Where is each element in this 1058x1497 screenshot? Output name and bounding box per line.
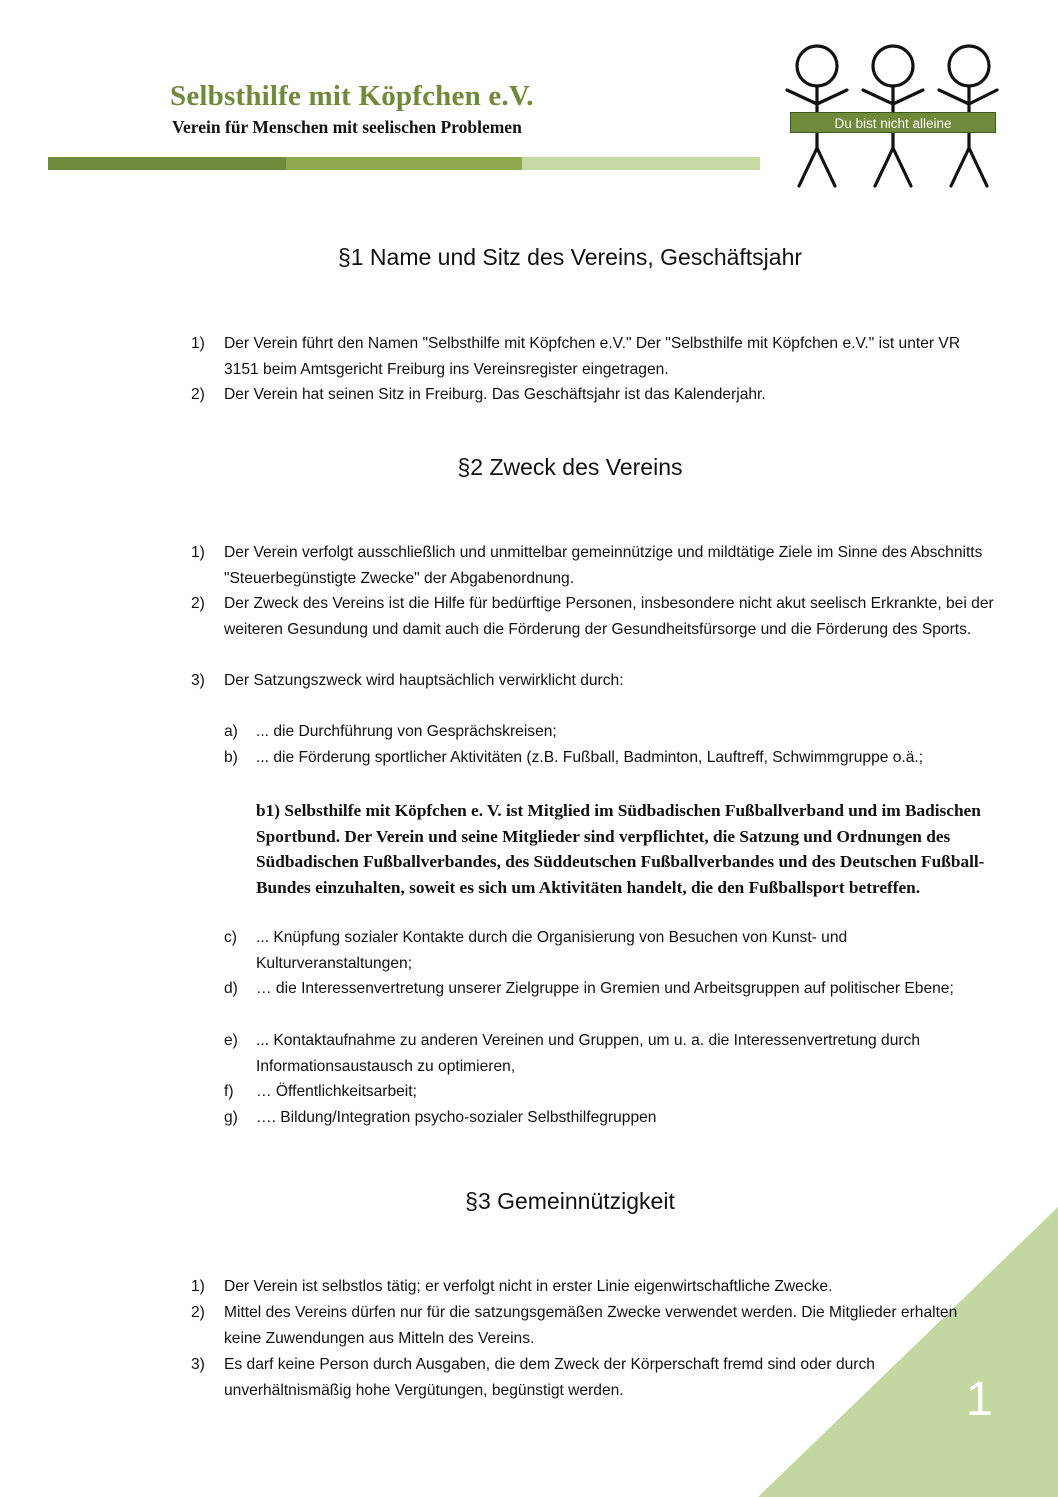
- sub-list-item-letter: e): [224, 1032, 238, 1049]
- list-item-text: Mittel des Vereins dürfen nur für die satzungsgemäßen Zwecke verwendet werden. Die Mitglieder erhalten keine Zuwendungen aus Mitteln des Vereins.: [224, 1304, 958, 1347]
- list-item-number: 3): [191, 1356, 205, 1373]
- list-item-text: Es darf keine Person durch Ausgaben, die dem Zweck der Körperschaft fremd sind oder durch unverhältnismäßig hohe Vergütungen, begünstigt werden.: [224, 1356, 875, 1399]
- list-item-text: Der Zweck des Vereins ist die Hilfe für bedürftige Personen, insbesondere nicht akut seelisch Erkrankte, bei der weiteren Gesundung und damit auch die Förderung der Gesundheitsfürsorge und die Förderung des Sports.: [224, 595, 994, 638]
- list-item-number: 1): [191, 1278, 205, 1295]
- section-heading-1: §1 Name und Sitz des Vereins, Geschäftsjahr: [337, 244, 803, 270]
- header-bar-mid: [286, 157, 522, 170]
- sub-list-item-letter: b): [224, 749, 238, 766]
- sub-list-item-text: … Öffentlichkeitsarbeit;: [256, 1083, 417, 1100]
- list-item-text: Der Verein ist selbstlos tätig; er verfolgt nicht in erster Linie eigenwirtschaftliche Zwecke.: [224, 1278, 833, 1295]
- sub-list-item-letter: a): [224, 723, 238, 740]
- header-bar-dark: [48, 157, 286, 170]
- list-item-number: 1): [191, 335, 205, 352]
- sub-list-item-text: ... die Förderung sportlicher Aktivitäten (z.B. Fußball, Badminton, Lauftreff, Schwimmgruppe o.ä.;: [256, 749, 924, 766]
- membership-note-b1: b1) Selbsthilfe mit Köpfchen e. V. ist Mitglied im Südbadischen Fußballverband und im Badischen Sportbund. Der Verein und seine Mitglieder sind verpflichtet, die Satzung und Ordnungen des Südbadischen Fußballverbandes, des Süddeutschen Fußballverbandes und des Deutschen Fußball-Bundes einzuhalten, soweit es sich um Aktivitäten handelt, die den Fußballsport betreffen.: [256, 801, 985, 897]
- list-item-number: 2): [191, 386, 205, 403]
- sub-list-item-text: ... Kontaktaufnahme zu anderen Vereinen und Gruppen, um u. a. die Interessenvertretung durch Informationsaustausch zu optimieren,: [256, 1032, 921, 1075]
- sub-list-item-text: …. Bildung/Integration psycho-sozialer Selbsthilfegruppen: [256, 1109, 657, 1126]
- section-heading-2: §2 Zweck des Vereins: [457, 454, 683, 480]
- list-item-number: 2): [191, 595, 205, 612]
- sub-list-item-text: ... Knüpfung sozialer Kontakte durch die Organisierung von Besuchen von Kunst- und Kulturveranstaltungen;: [256, 929, 848, 972]
- section-heading-3: §3 Gemeinnützigkeit: [465, 1188, 675, 1214]
- list-item-number: 2): [191, 1304, 205, 1321]
- org-name: Selbsthilfe mit Köpfchen e.V.: [170, 80, 534, 112]
- list-item-text: Der Satzungszweck wird hauptsächlich verwirklicht durch:: [224, 672, 624, 689]
- list-item-number: 1): [191, 544, 205, 561]
- list-item-number: 3): [191, 672, 205, 689]
- list-item-text: Der Verein führt den Namen "Selbsthilfe mit Köpfchen e.V." Der "Selbsthilfe mit Köpfchen e.V." ist unter VR 3151 beim Amtsgericht Freiburg ins Vereinsregister eingetragen.: [224, 335, 961, 378]
- sub-list-item-text: … die Interessenvertretung unserer Zielgruppe in Gremien und Arbeitsgruppen auf politischer Ebene;: [256, 980, 954, 997]
- sub-list-item-text: ... die Durchführung von Gesprächskreisen;: [256, 723, 557, 740]
- sub-list-item-letter: f): [224, 1083, 234, 1100]
- list-item-text: Der Verein hat seinen Sitz in Freiburg. Das Geschäftsjahr ist das Kalenderjahr.: [224, 386, 766, 403]
- page-number: 1: [966, 1373, 993, 1426]
- org-subtitle: Verein für Menschen mit seelischen Problemen: [172, 117, 522, 137]
- list-item-text: Der Verein verfolgt ausschließlich und unmittelbar gemeinnützige und mildtätige Ziele im Sinne des Abschnitts "Steuerbegünstigte Zwecke" der Abgabenordnung.: [224, 544, 983, 587]
- header-bar-light: [522, 157, 760, 170]
- sub-list-item-letter: d): [224, 980, 238, 997]
- sub-list-item-letter: g): [224, 1109, 238, 1126]
- header-color-bars: [48, 157, 760, 170]
- logo-slogan: Du bist nicht alleine: [790, 112, 996, 133]
- sub-list-item-letter: c): [224, 929, 237, 946]
